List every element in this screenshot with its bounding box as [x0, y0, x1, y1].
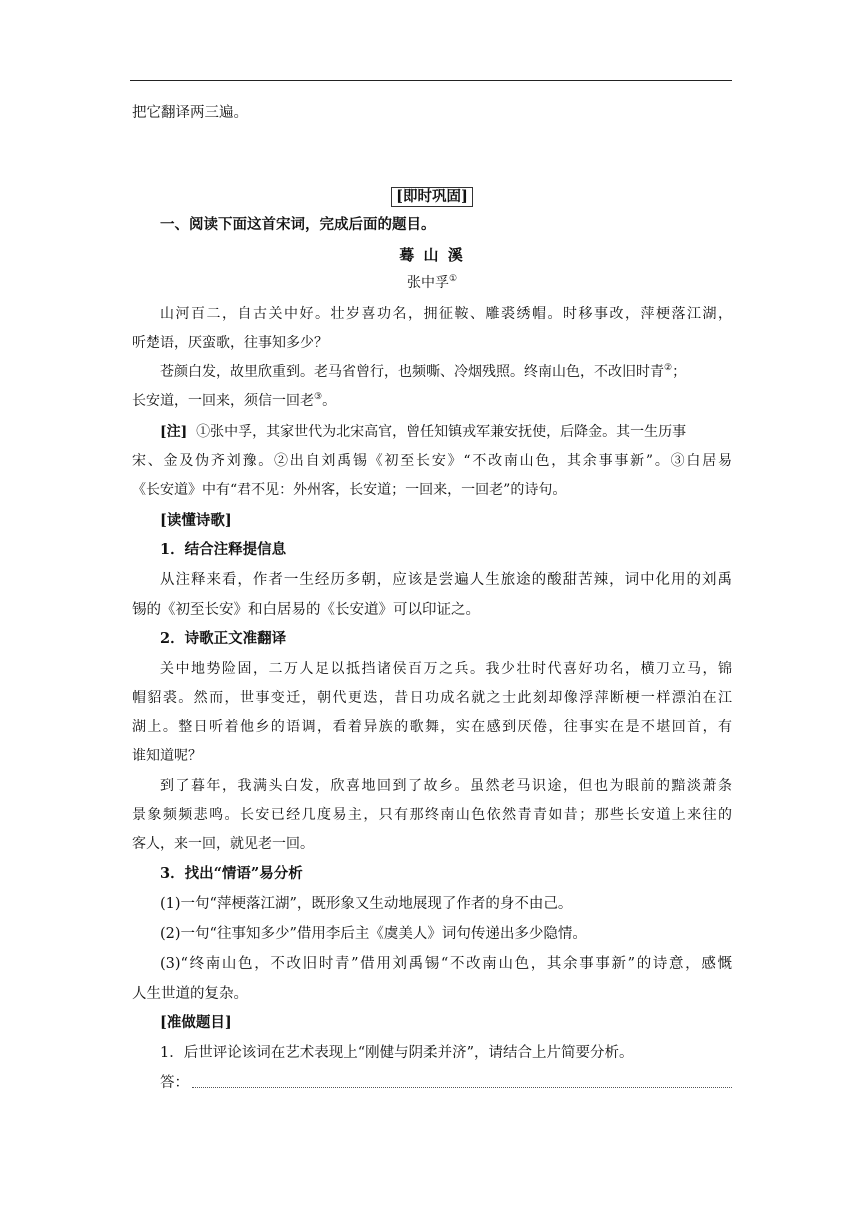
poem-stanza2-line2: 长安道，一回来，须信一回老③。 — [132, 392, 337, 409]
item1-line2: 锡的《初至长安》和白居易的《长安道》可以印证之。 — [132, 602, 480, 618]
item2-para2-line3: 客人，来一回，就见老一回。 — [132, 836, 314, 852]
poem-title: 蓦 山 溪 — [399, 246, 465, 264]
question-1: 1．后世评论该词在艺术表现上“刚健与阴柔并济”，请结合上片简要分析。 — [160, 1045, 634, 1061]
notes-line3: 《长安道》中有“君不见：外州客，长安道；一回来，一回老”的诗句。 — [132, 482, 567, 498]
item3-point3-line1: (3)“终南山色，不改旧时青”借用刘禹锡“不改南山色，其余事事新”的诗意，感慨 — [160, 956, 732, 972]
notes-line1: [注] ①张中孚，其家世代为北宋高官，曾任知镇戎军兼安抚使，后降金。其一生历事 — [160, 424, 687, 440]
item2-para1-line2: 帽貂裘。然而，世事变迁，朝代更迭，昔日功成名就之士此刻却像浮萍断梗一样漂泊在江 — [132, 690, 732, 706]
item3-point2: (2)一句“往事知多少”借用李后主《虞美人》词句传递出多少隐情。 — [160, 926, 587, 942]
answer-label: 答： — [160, 1075, 189, 1091]
poem-stanza2-line1: 苍颜白发，故里欣重到。老马省曾行，也频嘶、冷烟残照。终南山色，不改旧时青②； — [160, 363, 687, 380]
section-title: [即时巩固] — [391, 187, 473, 207]
item2-heading: 2．诗歌正文准翻译 — [160, 630, 287, 647]
item3-heading: 3．找出“情语”易分析 — [160, 865, 303, 882]
q1-heading: 一、阅读下面这首宋词，完成后面的题目。 — [160, 216, 436, 233]
item2-para1-line3: 湖上。整日听着他乡的语调，看着异族的歌舞，实在感到厌倦，往事实在是不堪回首，有 — [132, 719, 732, 735]
item2-para2-line2: 景象频频悲鸣。长安已经几度易主，只有那终南山色依然青青如昔；那些长安道上来往的 — [132, 807, 732, 823]
poem-stanza1-line1: 山河百二，自古关中好。壮岁喜功名，拥征鞍、雕裘绣帽。时移事改，萍梗落江湖， — [160, 306, 732, 322]
header-rule — [130, 80, 732, 81]
item3-point1: (1)一句“萍梗落江湖”，既形象又生动地展现了作者的身不由己。 — [160, 896, 573, 912]
intro-line: 把它翻译两三遍。 — [132, 105, 248, 121]
item2-para1-line1: 关中地势险固，二万人足以抵挡诸侯百万之兵。我少壮时代喜好功名，横刀立马，锦 — [160, 661, 732, 677]
poem-stanza1-line2: 听楚语，厌蛮歌，往事知多少？ — [132, 335, 328, 351]
notes-label: [注] — [160, 424, 188, 440]
notes-line2: 宋、金及伪齐刘豫。②出自刘禹锡《初至长安》“不改南山色，其余事事新”。③白居易 — [132, 453, 732, 469]
poem-author: 张中孚① — [406, 274, 458, 291]
item1-heading: 1．结合注释提信息 — [160, 541, 287, 558]
item3-point3-line2: 人生世道的复杂。 — [132, 986, 248, 1002]
item1-line1: 从注释来看，作者一生经历多朝，应该是尝遍人生旅途的酸甜苦辣，词中化用的刘禹 — [160, 572, 732, 588]
read-section-heading: [读懂诗歌] — [160, 512, 232, 529]
answer-line[interactable] — [192, 1087, 732, 1088]
practice-section-heading: [准做题目] — [160, 1014, 232, 1031]
item2-para1-line4: 谁知道呢？ — [132, 748, 202, 764]
item2-para2-line1: 到了暮年，我满头白发，欣喜地回到了故乡。虽然老马识途，但也为眼前的黯淡萧条 — [160, 778, 732, 794]
